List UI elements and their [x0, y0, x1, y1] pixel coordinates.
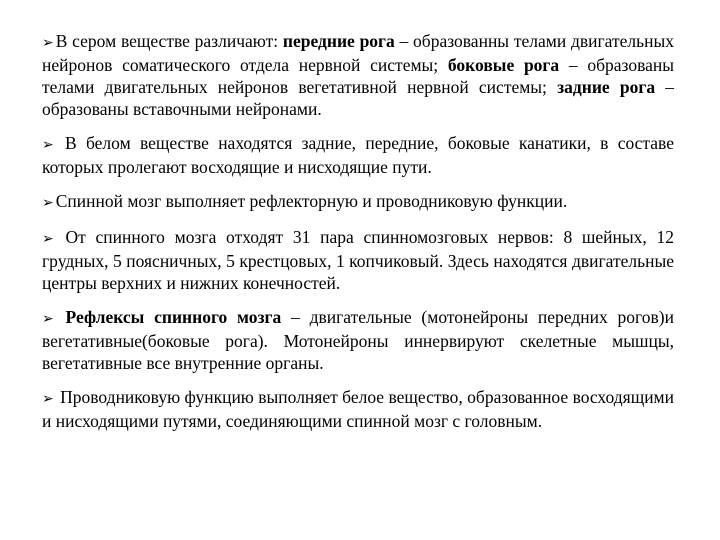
term-posterior-horns: задние рога	[557, 77, 656, 97]
paragraph-reflexes	[42, 306, 674, 374]
arrow-bullet-icon: ➢	[42, 311, 54, 327]
term-reflexes: Рефлексы спинного мозга	[55, 307, 282, 327]
text-segment: Спинной мозг выполняет рефлекторную и проводниковую функции.	[55, 191, 568, 211]
paragraph-spinal-nerves	[42, 226, 674, 294]
text-segment: – двигательные (мотонейроны передних рогов)и вегетативные(боковые рога). Мотонейроны иннервируют скелетные мышцы, вегетативные все внутренние органы.	[42, 307, 674, 373]
paragraph-functions	[42, 190, 674, 214]
paragraph-white-matter	[42, 132, 674, 178]
text-segment: – образованы телами двигательных нейронов вегетативной нервной системы;	[42, 55, 674, 97]
arrow-bullet-icon: ➢	[42, 137, 54, 153]
paragraph-gray-matter	[42, 30, 674, 120]
arrow-bullet-icon: ➢	[42, 195, 54, 211]
arrow-bullet-icon: ➢	[42, 231, 54, 247]
slide-content	[42, 30, 674, 444]
term-anterior-horns: передние рога	[282, 31, 395, 51]
text-segment: Проводниковую функцию выполняет белое вещество, образованное восходящими и нисходящими путями, соединяющими спинной мозг с головным.	[42, 387, 674, 431]
arrow-bullet-icon: ➢	[42, 35, 54, 51]
arrow-bullet-icon: ➢	[42, 391, 54, 407]
text-segment: В сером веществе различают:	[55, 31, 283, 51]
text-segment: – образованны телами двигательных нейронов соматического отдела нервной системы;	[42, 31, 674, 75]
text-segment: В белом веществе находятся задние, передние, боковые канатики, в составе которых пролегают восходящие и нисходящие пути.	[42, 133, 674, 177]
paragraph-conduction	[42, 386, 674, 432]
term-lateral-horns: боковые рога	[447, 55, 560, 75]
text-segment: – образованы вставочными нейронами.	[42, 77, 675, 119]
text-segment: От спинного мозга отходят 31 пара спинномозговых нервов: 8 шейных, 12 грудных, 5 поясничных, 5 крестцовых, 1 копчиковый. Здесь находятся двигательные центры верхних и нижних конечностей.	[42, 227, 674, 293]
